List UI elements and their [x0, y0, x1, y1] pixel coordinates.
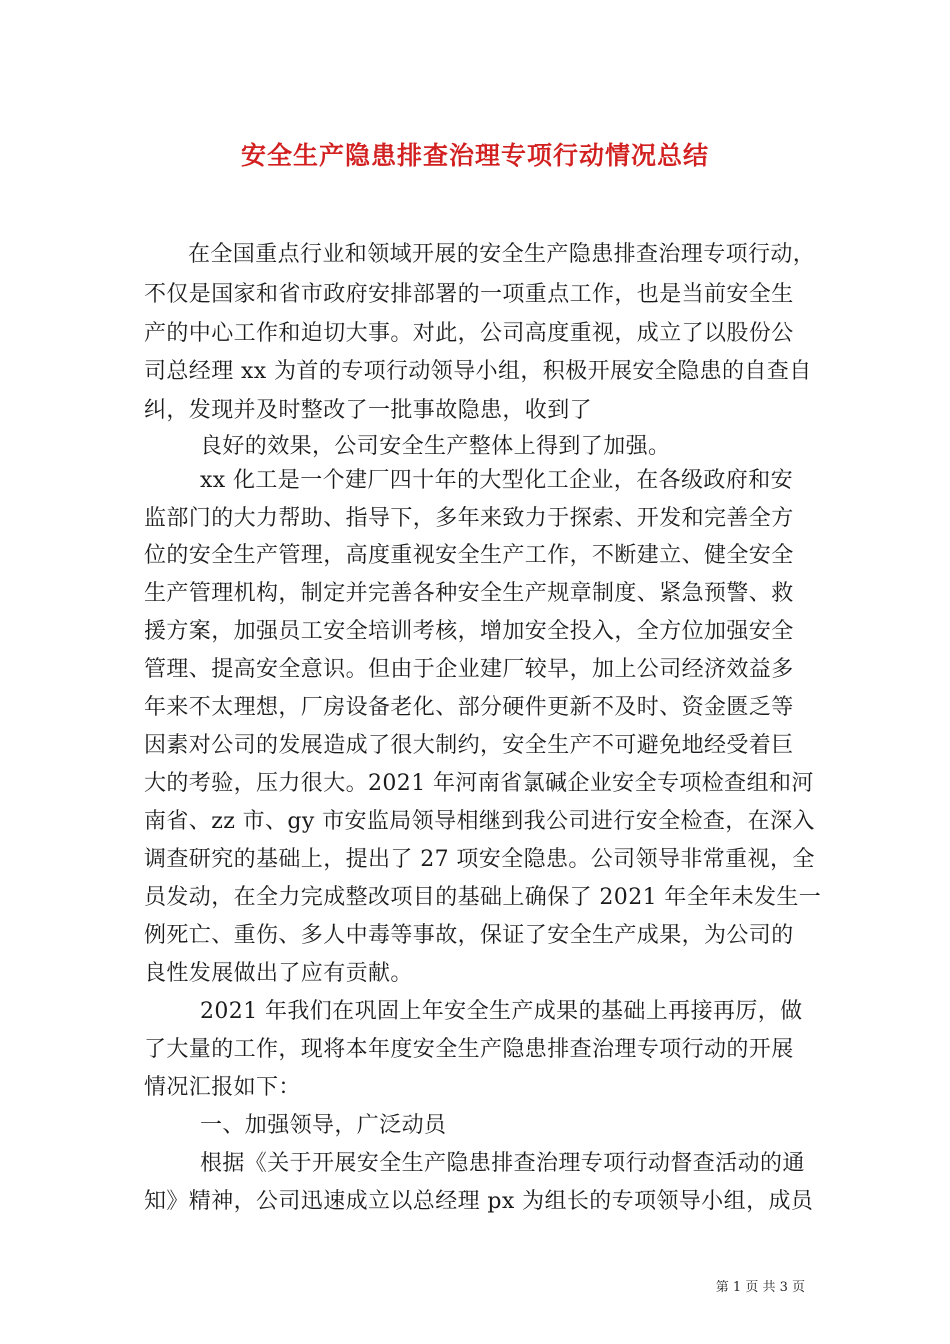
- text-line: 了大量的工作，现将本年度安全生产隐患排查治理专项行动的开展: [144, 1037, 794, 1062]
- text-line: 管理、提高安全意识。但由于企业建厂较早，加上公司经济效益多: [144, 657, 794, 682]
- text-line: 位的安全生产管理，高度重视安全生产工作，不断建立、健全安全: [144, 543, 794, 568]
- text-line: 员发动，在全力完成整改项目的基础上确保了 2021 年全年未发生一: [144, 885, 822, 910]
- text-line: 不仅是国家和省市政府安排部署的一项重点工作，也是当前安全生: [144, 282, 794, 307]
- text-line: 南省、zz 市、gy 市安监局领导相继到我公司进行安全检查，在深入: [144, 809, 815, 834]
- text-line: 根据《关于开展安全生产隐患排查治理专项行动督查活动的通: [200, 1151, 805, 1176]
- text-line: 调查研究的基础上，提出了 27 项安全隐患。公司领导非常重视，全: [144, 847, 815, 872]
- text-line: 情况汇报如下：: [144, 1075, 301, 1100]
- text-line: 纠，发现并及时整改了一批事故隐患，收到了: [144, 398, 593, 423]
- text-line: 监部门的大力帮助、指导下，多年来致力于探索、开发和完善全方: [144, 506, 794, 531]
- document-title: 安全生产隐患排查治理专项行动情况总结: [240, 141, 709, 170]
- text-line: 大的考验，压力很大。2021 年河南省氯碱企业安全专项检查组和河: [144, 771, 814, 796]
- text-line: 良性发展做出了应有贡献。: [144, 961, 413, 986]
- text-line: 知》精神，公司迅速成立以总经理 px 为组长的专项领导小组，成员: [144, 1189, 814, 1214]
- text-line: 司总经理 xx 为首的专项行动领导小组，积极开展安全隐患的自查自: [144, 359, 812, 384]
- text-line: xx 化工是一个建厂四十年的大型化工企业，在各级政府和安: [200, 468, 794, 493]
- text-line: 产的中心工作和迫切大事。对此，公司高度重视，成立了以股份公: [144, 321, 794, 346]
- text-line: 生产管理机构，制定并完善各种安全生产规章制度、紧急预警、救: [144, 581, 794, 606]
- section-heading: 一、加强领导，广泛动员: [200, 1113, 447, 1138]
- text-line: 2021 年我们在巩固上年安全生产成果的基础上再接再厉，做: [200, 999, 803, 1024]
- text-line: 例死亡、重伤、多人中毒等事故，保证了安全生产成果，为公司的: [144, 923, 794, 948]
- text-line: 援方案，加强员工安全培训考核，增加安全投入，全方位加强安全: [144, 619, 794, 644]
- text-line: 年来不太理想，厂房设备老化、部分硬件更新不及时、资金匮乏等: [144, 695, 794, 720]
- text-line: 在全国重点行业和领域开展的安全生产隐患排查治理专项行动，: [188, 242, 816, 267]
- text-line: 因素对公司的发展造成了很大制约，安全生产不可避免地经受着巨: [144, 733, 794, 758]
- page-footer: 第 1 页 共 3 页: [715, 1280, 805, 1295]
- text-line: 良好的效果，公司安全生产整体上得到了加强。: [200, 434, 671, 459]
